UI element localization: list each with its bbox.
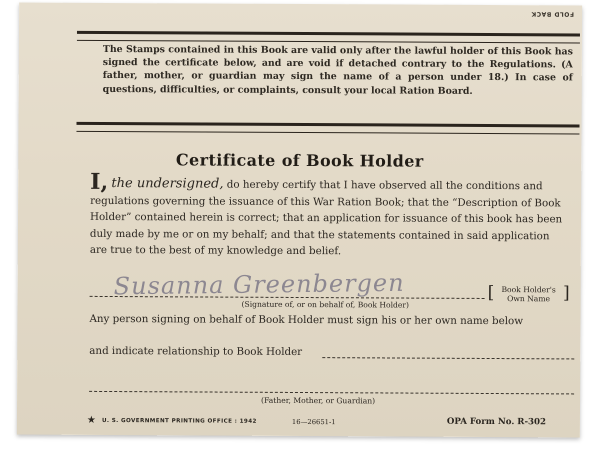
behalf-instruction: Any person signing on behalf of Book Holder must sign his or her own name below bbox=[89, 312, 524, 328]
own-name-label-line1: Book Holder's bbox=[501, 285, 556, 295]
own-name-label-line2: Own Name bbox=[507, 294, 551, 304]
guardian-caption: (Father, Mother, or Guardian) bbox=[261, 395, 376, 406]
guardian-signature-line bbox=[89, 391, 574, 395]
relationship-line bbox=[322, 357, 574, 359]
certificate-title: Certificate of Book Holder bbox=[175, 150, 424, 171]
form-number: OPA Form No. R-302 bbox=[446, 416, 547, 428]
printing-office-label: U. S. GOVERNMENT PRINTING OFFICE : 1942 bbox=[101, 417, 257, 425]
left-bracket: [ bbox=[487, 282, 495, 304]
top-double-rule bbox=[77, 31, 580, 44]
star-icon: ★ bbox=[86, 414, 96, 426]
relationship-instruction: and indicate relationship to Book Holder bbox=[89, 344, 303, 359]
handwritten-signature: Susanna Greenbergen bbox=[113, 268, 405, 301]
stamps-validity-notice: The Stamps contained in this Book are valid only after the lawful holder of this Book has signed the certificate below, and are void if detached contrary to the Regulations. (A father, mother, or guardian may sign the name of a person under 18.) In case of questions, difficulties, or complaints, consult your local Ration Board. bbox=[102, 43, 573, 97]
right-bracket: ] bbox=[562, 283, 570, 304]
middle-double-rule bbox=[76, 122, 579, 135]
certification-paragraph bbox=[89, 168, 570, 261]
signature-caption: (Signature of, or on behalf of, Book Holder) bbox=[241, 299, 410, 310]
certification-body: do hereby certify that I have observed all the conditions and regulations governing the issuance of this War Ration Book; that the “Description of Book Holder” contained herein is correct; that an application for issuance of this book has been duly made by me or on my behalf; and that the statements contained in said application are true to the best of my knowledge and belief. bbox=[89, 178, 563, 258]
own-name-label bbox=[487, 282, 570, 304]
opening-letter: I, bbox=[90, 168, 109, 195]
print-code: 16—26651-1 bbox=[291, 417, 336, 427]
fold-back-label: FOLD BACK bbox=[531, 10, 575, 18]
ration-book-certificate-card bbox=[17, 3, 582, 438]
opening-phrase: the undersigned, bbox=[111, 176, 224, 192]
